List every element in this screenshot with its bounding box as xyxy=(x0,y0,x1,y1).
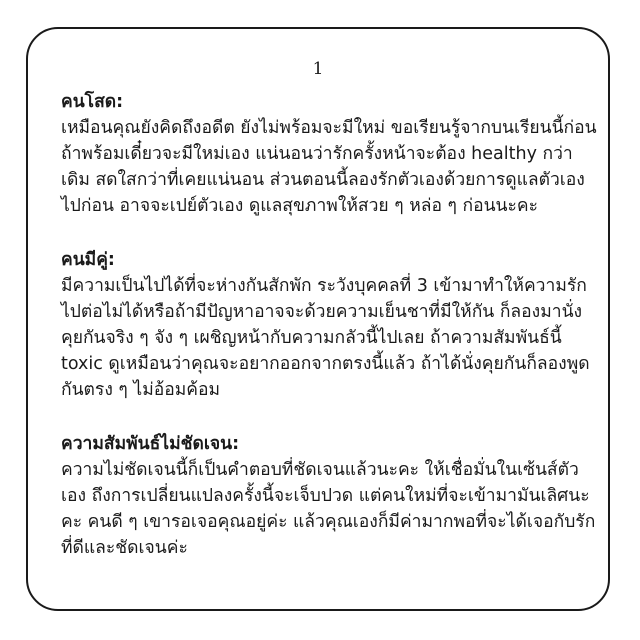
page-number: 1 xyxy=(312,59,324,79)
section-unclear-relationship xyxy=(61,431,601,561)
section-body-unclear-relationship: ความไม่ชัดเจนนี้ก็เป็นคำตอบที่ชัดเจนแล้วนะคะ ให้เชื่อมั่นในเซ้นส์ตัวเอง ถึงการเปลี่ยนแปลงครั้งนี้จะเจ็บปวด แต่คนใหม่ที่จะเข้ามามันเลิศนะคะ คนดี ๆ เขารอเจอคุณอยู่ค่ะ แล้วคุณเองก็มีค่ามากพอที่จะได้เจอกับรักที่ดีและชัดเจนค่ะ xyxy=(61,460,596,558)
card-content xyxy=(61,89,601,589)
section-body-couple: มีความเป็นไปได้ที่จะห่างกันสักพัก ระวังบุคคลที่ 3 เข้ามาทำให้ความรักไปต่อไม่ได้หรือถ้ามีปัญหาอาจจะด้วยความเย็นชาที่มีให้กัน ก็ลองมานั่งคุยกันจริง ๆ จัง ๆ เผชิญหน้ากับความกลัวนี้ไปเลย ถ้าความสัมพันธ์นี้ toxic ดูเหมือนว่าคุณจะอยากออกจากตรงนี้แล้ว ถ้าได้นั่งคุยกันก็ลองพูดกันตรง ๆ ไม่อ้อมค้อม xyxy=(61,276,590,400)
section-single xyxy=(61,89,601,219)
reading-card xyxy=(26,27,610,611)
section-body-single: เหมือนคุณยังคิดถึงอดีต ยังไม่พร้อมจะมีใหม่ ขอเรียนรู้จากบนเรียนนี้ก่อน ถ้าพร้อมเดี๋ยวจะมีใหม่เอง แน่นอนว่ารักครั้งหน้าจะต้อง healthy กว่าเดิม สดใสกว่าที่เคยแน่นอน ส่วนตอนนี้ลองรักตัวเองด้วยการดูแลตัวเองไปก่อน อาจจะเปย์ตัวเอง ดูแลสุขภาพให้สวย ๆ หล่อ ๆ ก่อนนะคะ xyxy=(61,118,597,216)
section-couple xyxy=(61,247,601,403)
section-title-unclear-relationship: ความสัมพันธ์ไม่ชัดเจน: xyxy=(61,434,240,454)
section-title-single: คนโสด: xyxy=(61,92,124,112)
section-title-couple: คนมีคู่: xyxy=(61,250,115,270)
